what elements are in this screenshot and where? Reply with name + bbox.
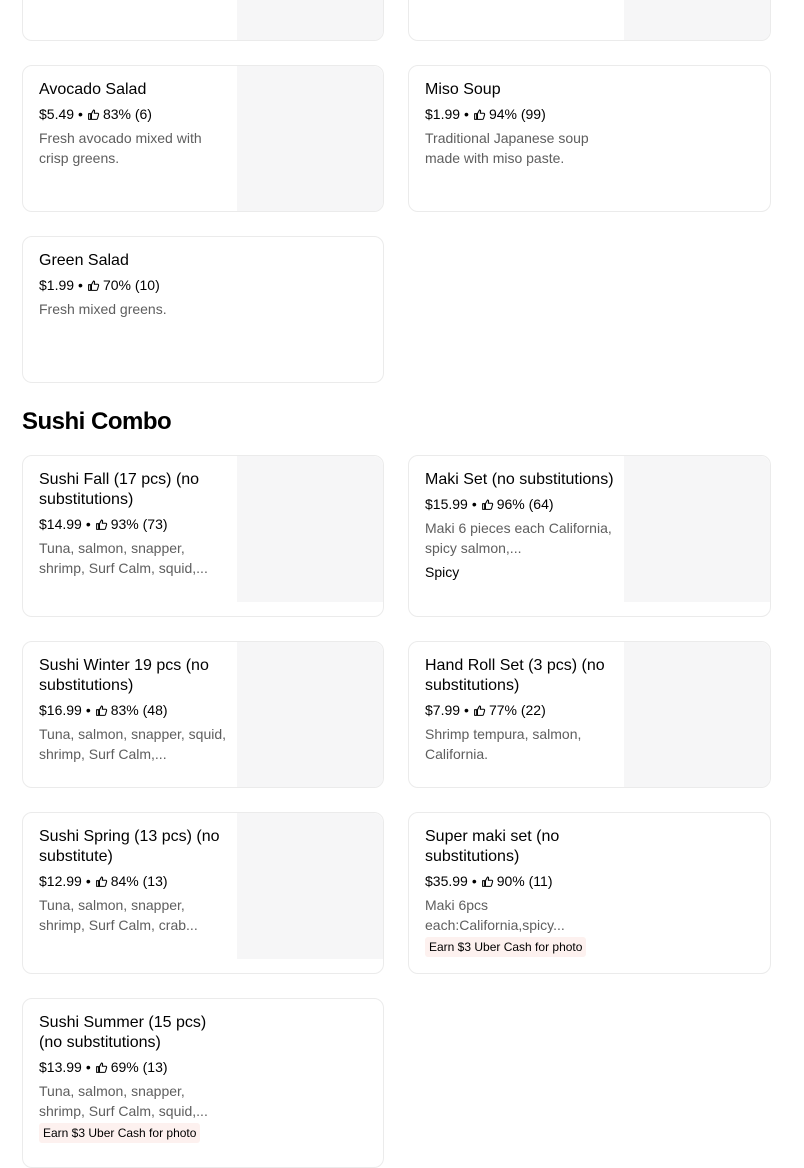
item-meta [39, 700, 229, 720]
item-title: Sushi Winter 19 pcs (no substitutions) [39, 657, 209, 694]
item-description: Fresh avocado mixed with crisp greens. [39, 130, 202, 166]
menu-item-maki-set[interactable] [408, 455, 771, 617]
item-title: Super maki set (no substitutions) [425, 828, 560, 865]
item-image [237, 642, 383, 788]
item-title: Sushi Summer (15 pcs) (no substitutions) [39, 1014, 207, 1051]
item-rating: 77% (22) [488, 702, 546, 718]
menu-item-avocado-salad[interactable] [22, 65, 384, 212]
separator: • [78, 106, 83, 122]
thumbs-up-icon [95, 704, 108, 717]
item-description: Tuna, salmon, snapper, squid, shrimp, Surf Calm,... [39, 726, 227, 762]
item-title: Maki Set (no substitutions) [425, 471, 614, 488]
item-price: $15.99 [425, 496, 468, 512]
spicy-tag: Spicy [425, 564, 460, 580]
menu-item-hand-roll-set[interactable] [408, 641, 771, 788]
separator: • [85, 702, 91, 718]
item-rating: 90% (11) [496, 873, 553, 889]
separator: • [471, 496, 477, 512]
item-meta [425, 871, 615, 891]
item-meta [425, 104, 615, 124]
item-description: Shrimp tempura, salmon, California. [425, 726, 582, 762]
item-meta [39, 514, 229, 534]
thumbs-up-icon [481, 498, 494, 511]
menu-item-green-salad[interactable] [22, 236, 384, 383]
item-rating: 69% (13) [110, 1059, 168, 1075]
item-image [237, 456, 383, 602]
item-rating: 94% (99) [488, 106, 546, 122]
separator: • [85, 1059, 91, 1075]
item-image [624, 0, 770, 41]
thumbs-up-icon [473, 108, 486, 121]
thumbs-up-icon [481, 875, 494, 888]
item-price: $16.99 [39, 702, 82, 718]
item-rating: 96% (64) [496, 496, 554, 512]
item-price: $5.49 [39, 106, 75, 122]
item-price: $1.99 [425, 106, 461, 122]
separator: • [464, 106, 469, 122]
menu-item-sushi-spring[interactable] [22, 812, 384, 974]
item-meta [425, 494, 615, 514]
item-title: Miso Soup [425, 81, 501, 98]
item-rating: 70% (10) [102, 277, 160, 293]
item-image [624, 642, 770, 788]
section-title-sushi-combo: Sushi Combo [22, 408, 172, 435]
item-price: $7.99 [425, 702, 461, 718]
item-title: Green Salad [39, 252, 129, 269]
menu-item-card[interactable] [22, 0, 384, 41]
menu-item-miso-soup[interactable] [408, 65, 771, 212]
item-meta [39, 871, 229, 891]
item-image [237, 66, 383, 212]
item-image [237, 813, 383, 959]
promo-badge: Earn $3 Uber Cash for photo [425, 937, 586, 957]
menu-item-card[interactable] [408, 0, 771, 41]
item-price: $1.99 [39, 277, 75, 293]
separator: • [85, 516, 91, 532]
item-description: Tuna, salmon, snapper, shrimp, Surf Calm, squid,... [39, 1083, 208, 1119]
item-description: Maki 6pcs each:California,spicy... [425, 897, 565, 933]
item-description: Traditional Japanese soup made with miso paste. [425, 130, 589, 166]
separator: • [471, 873, 477, 889]
item-rating: 84% (13) [110, 873, 168, 889]
item-description: Fresh mixed greens. [39, 301, 167, 317]
item-description: Tuna, salmon, snapper, shrimp, Surf Calm, crab... [39, 897, 198, 933]
item-image [237, 0, 383, 41]
separator: • [78, 277, 83, 293]
item-description: Maki 6 pieces each California, spicy salmon,... [425, 520, 612, 556]
item-title: Hand Roll Set (3 pcs) (no substitutions) [425, 657, 605, 694]
menu-item-super-maki-set[interactable] [408, 812, 771, 974]
item-price: $14.99 [39, 516, 82, 532]
menu-item-sushi-fall[interactable] [22, 455, 384, 617]
item-rating: 93% (73) [110, 516, 168, 532]
menu-item-sushi-summer[interactable] [22, 998, 384, 1168]
separator: • [85, 873, 91, 889]
thumbs-up-icon [87, 279, 100, 292]
item-rating: 83% (6) [102, 106, 152, 122]
item-price: $13.99 [39, 1059, 82, 1075]
item-image [624, 456, 770, 602]
item-title: Sushi Spring (13 pcs) (no substitute) [39, 828, 220, 865]
separator: • [464, 702, 469, 718]
item-title: Sushi Fall (17 pcs) (no substitutions) [39, 471, 200, 508]
item-description: Tuna, salmon, snapper, shrimp, Surf Calm, squid,... [39, 540, 208, 576]
item-meta [39, 104, 229, 124]
thumbs-up-icon [95, 518, 108, 531]
thumbs-up-icon [95, 875, 108, 888]
item-price: $35.99 [425, 873, 468, 889]
item-rating: 83% (48) [110, 702, 168, 718]
menu-item-sushi-winter[interactable] [22, 641, 384, 788]
item-meta [39, 1057, 229, 1077]
thumbs-up-icon [95, 1061, 108, 1074]
thumbs-up-icon [87, 108, 100, 121]
item-title: Avocado Salad [39, 81, 147, 98]
item-meta [425, 700, 615, 720]
promo-badge: Earn $3 Uber Cash for photo [39, 1123, 200, 1143]
item-meta [39, 275, 229, 295]
item-price: $12.99 [39, 873, 82, 889]
thumbs-up-icon [473, 704, 486, 717]
